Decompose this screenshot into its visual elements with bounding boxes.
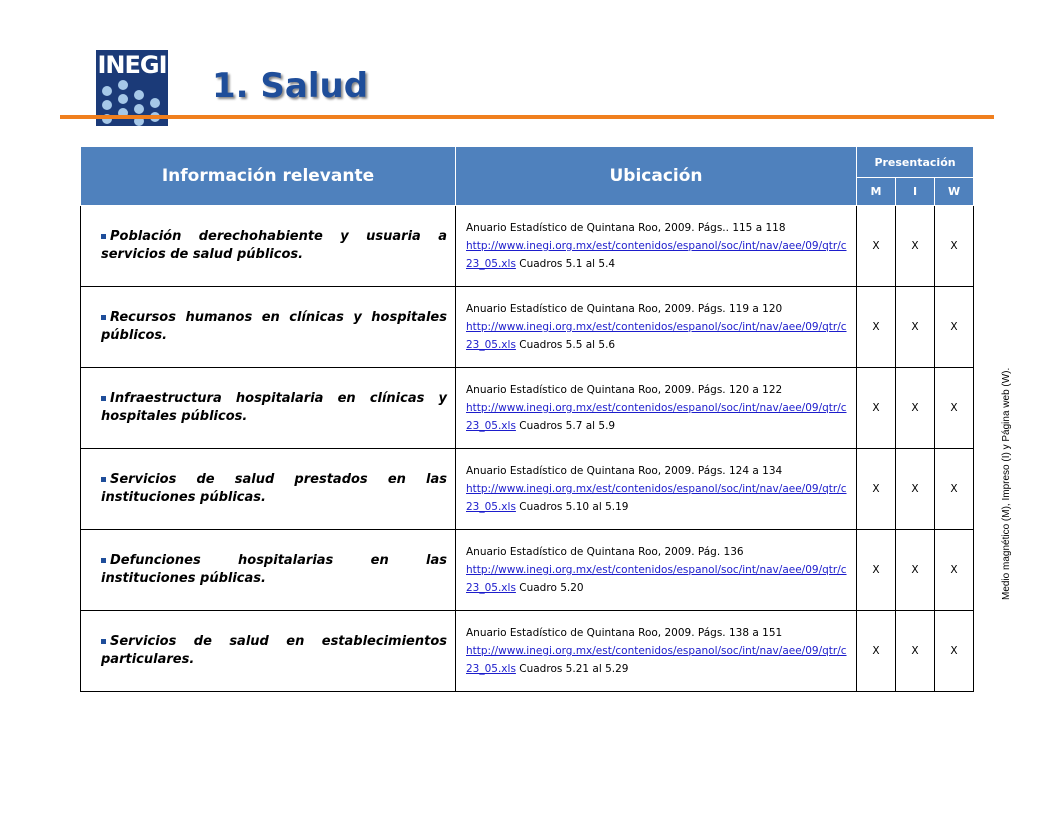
source-link[interactable]: http://www.inegi.org.mx/est/contenidos/espanol/soc/int/nav/aee/09/qtr/c23_05.xls <box>466 564 847 594</box>
i-mark: X <box>896 611 935 692</box>
bullet-icon <box>101 396 106 401</box>
info-cell <box>81 530 456 611</box>
w-mark: X <box>935 368 974 449</box>
m-mark: X <box>857 287 896 368</box>
m-mark: X <box>857 449 896 530</box>
info-cell <box>81 449 456 530</box>
header-m: M <box>857 178 896 206</box>
header-i: I <box>896 178 935 206</box>
header-ubicacion: Ubicación <box>456 147 857 206</box>
logo-text: INEGI <box>97 51 167 79</box>
side-note: Medio magnético (M), Impreso (I) y Página web (W). <box>1001 367 1012 600</box>
table-row <box>81 530 974 611</box>
table-row <box>81 287 974 368</box>
bullet-icon <box>101 639 106 644</box>
source-link[interactable]: http://www.inegi.org.mx/est/contenidos/espanol/soc/int/nav/aee/09/qtr/c23_05.xls <box>466 645 847 675</box>
bullet-icon <box>101 315 106 320</box>
page-title: 1. Salud <box>212 66 369 106</box>
info-text: Servicios de salud en establecimientos particulares. <box>101 634 447 667</box>
bullet-icon <box>101 234 106 239</box>
info-cell <box>81 206 456 287</box>
info-text: Población derechohabiente y usuaria a servicios de salud públicos. <box>101 229 447 262</box>
w-mark: X <box>935 449 974 530</box>
info-table <box>80 146 974 692</box>
source-text: Anuario Estadístico de Quintana Roo, 2009. Págs. 138 a 151 <box>466 627 783 639</box>
cuadros-text: Cuadros 5.21 al 5.29 <box>519 663 629 675</box>
m-mark: X <box>857 206 896 287</box>
source-link[interactable]: http://www.inegi.org.mx/est/contenidos/espanol/soc/int/nav/aee/09/qtr/c23_05.xls <box>466 321 847 351</box>
cuadros-text: Cuadros 5.5 al 5.6 <box>519 339 616 351</box>
cuadros-text: Cuadros 5.1 al 5.4 <box>519 258 616 270</box>
w-mark: X <box>935 206 974 287</box>
location-cell <box>456 611 857 692</box>
i-mark: X <box>896 530 935 611</box>
info-cell <box>81 368 456 449</box>
cuadros-text: Cuadros 5.7 al 5.9 <box>519 420 616 432</box>
info-text: Recursos humanos en clínicas y hospitales públicos. <box>101 310 447 343</box>
i-mark: X <box>896 287 935 368</box>
logo-dot-grid <box>96 80 168 126</box>
table-row <box>81 611 974 692</box>
location-cell <box>456 368 857 449</box>
m-mark: X <box>857 611 896 692</box>
source-link[interactable]: http://www.inegi.org.mx/est/contenidos/espanol/soc/int/nav/aee/09/qtr/c23_05.xls <box>466 402 847 432</box>
source-link[interactable]: http://www.inegi.org.mx/est/contenidos/espanol/soc/int/nav/aee/09/qtr/c23_05.xls <box>466 483 847 513</box>
header-informacion: Información relevante <box>81 147 456 206</box>
i-mark: X <box>896 206 935 287</box>
table-body <box>81 206 974 692</box>
table-row <box>81 206 974 287</box>
source-text: Anuario Estadístico de Quintana Roo, 2009. Págs.. 115 a 118 <box>466 222 786 234</box>
header-w: W <box>935 178 974 206</box>
location-cell <box>456 530 857 611</box>
i-mark: X <box>896 368 935 449</box>
info-cell <box>81 287 456 368</box>
table-row <box>81 449 974 530</box>
info-cell <box>81 611 456 692</box>
source-text: Anuario Estadístico de Quintana Roo, 2009. Pág. 136 <box>466 546 744 558</box>
location-cell <box>456 206 857 287</box>
source-text: Anuario Estadístico de Quintana Roo, 2009. Págs. 119 a 120 <box>466 303 783 315</box>
w-mark: X <box>935 611 974 692</box>
table-row <box>81 368 974 449</box>
m-mark: X <box>857 368 896 449</box>
header-presentacion: Presentación <box>857 147 974 178</box>
i-mark: X <box>896 449 935 530</box>
w-mark: X <box>935 530 974 611</box>
bullet-icon <box>101 558 106 563</box>
source-link[interactable]: http://www.inegi.org.mx/est/contenidos/espanol/soc/int/nav/aee/09/qtr/c23_05.xls <box>466 240 847 270</box>
info-text: Infraestructura hospitalaria en clínicas y hospitales públicos. <box>101 391 447 424</box>
info-text: Defunciones hospitalarias en las instituciones públicas. <box>101 553 447 586</box>
cuadros-text: Cuadros 5.10 al 5.19 <box>519 501 629 513</box>
title-divider <box>60 115 994 119</box>
bullet-icon <box>101 477 106 482</box>
w-mark: X <box>935 287 974 368</box>
cuadros-text: Cuadro 5.20 <box>519 582 584 594</box>
source-text: Anuario Estadístico de Quintana Roo, 2009. Págs. 124 a 134 <box>466 465 783 477</box>
m-mark: X <box>857 530 896 611</box>
source-text: Anuario Estadístico de Quintana Roo, 2009. Págs. 120 a 122 <box>466 384 783 396</box>
location-cell <box>456 287 857 368</box>
location-cell <box>456 449 857 530</box>
info-text: Servicios de salud prestados en las instituciones públicas. <box>101 472 447 505</box>
